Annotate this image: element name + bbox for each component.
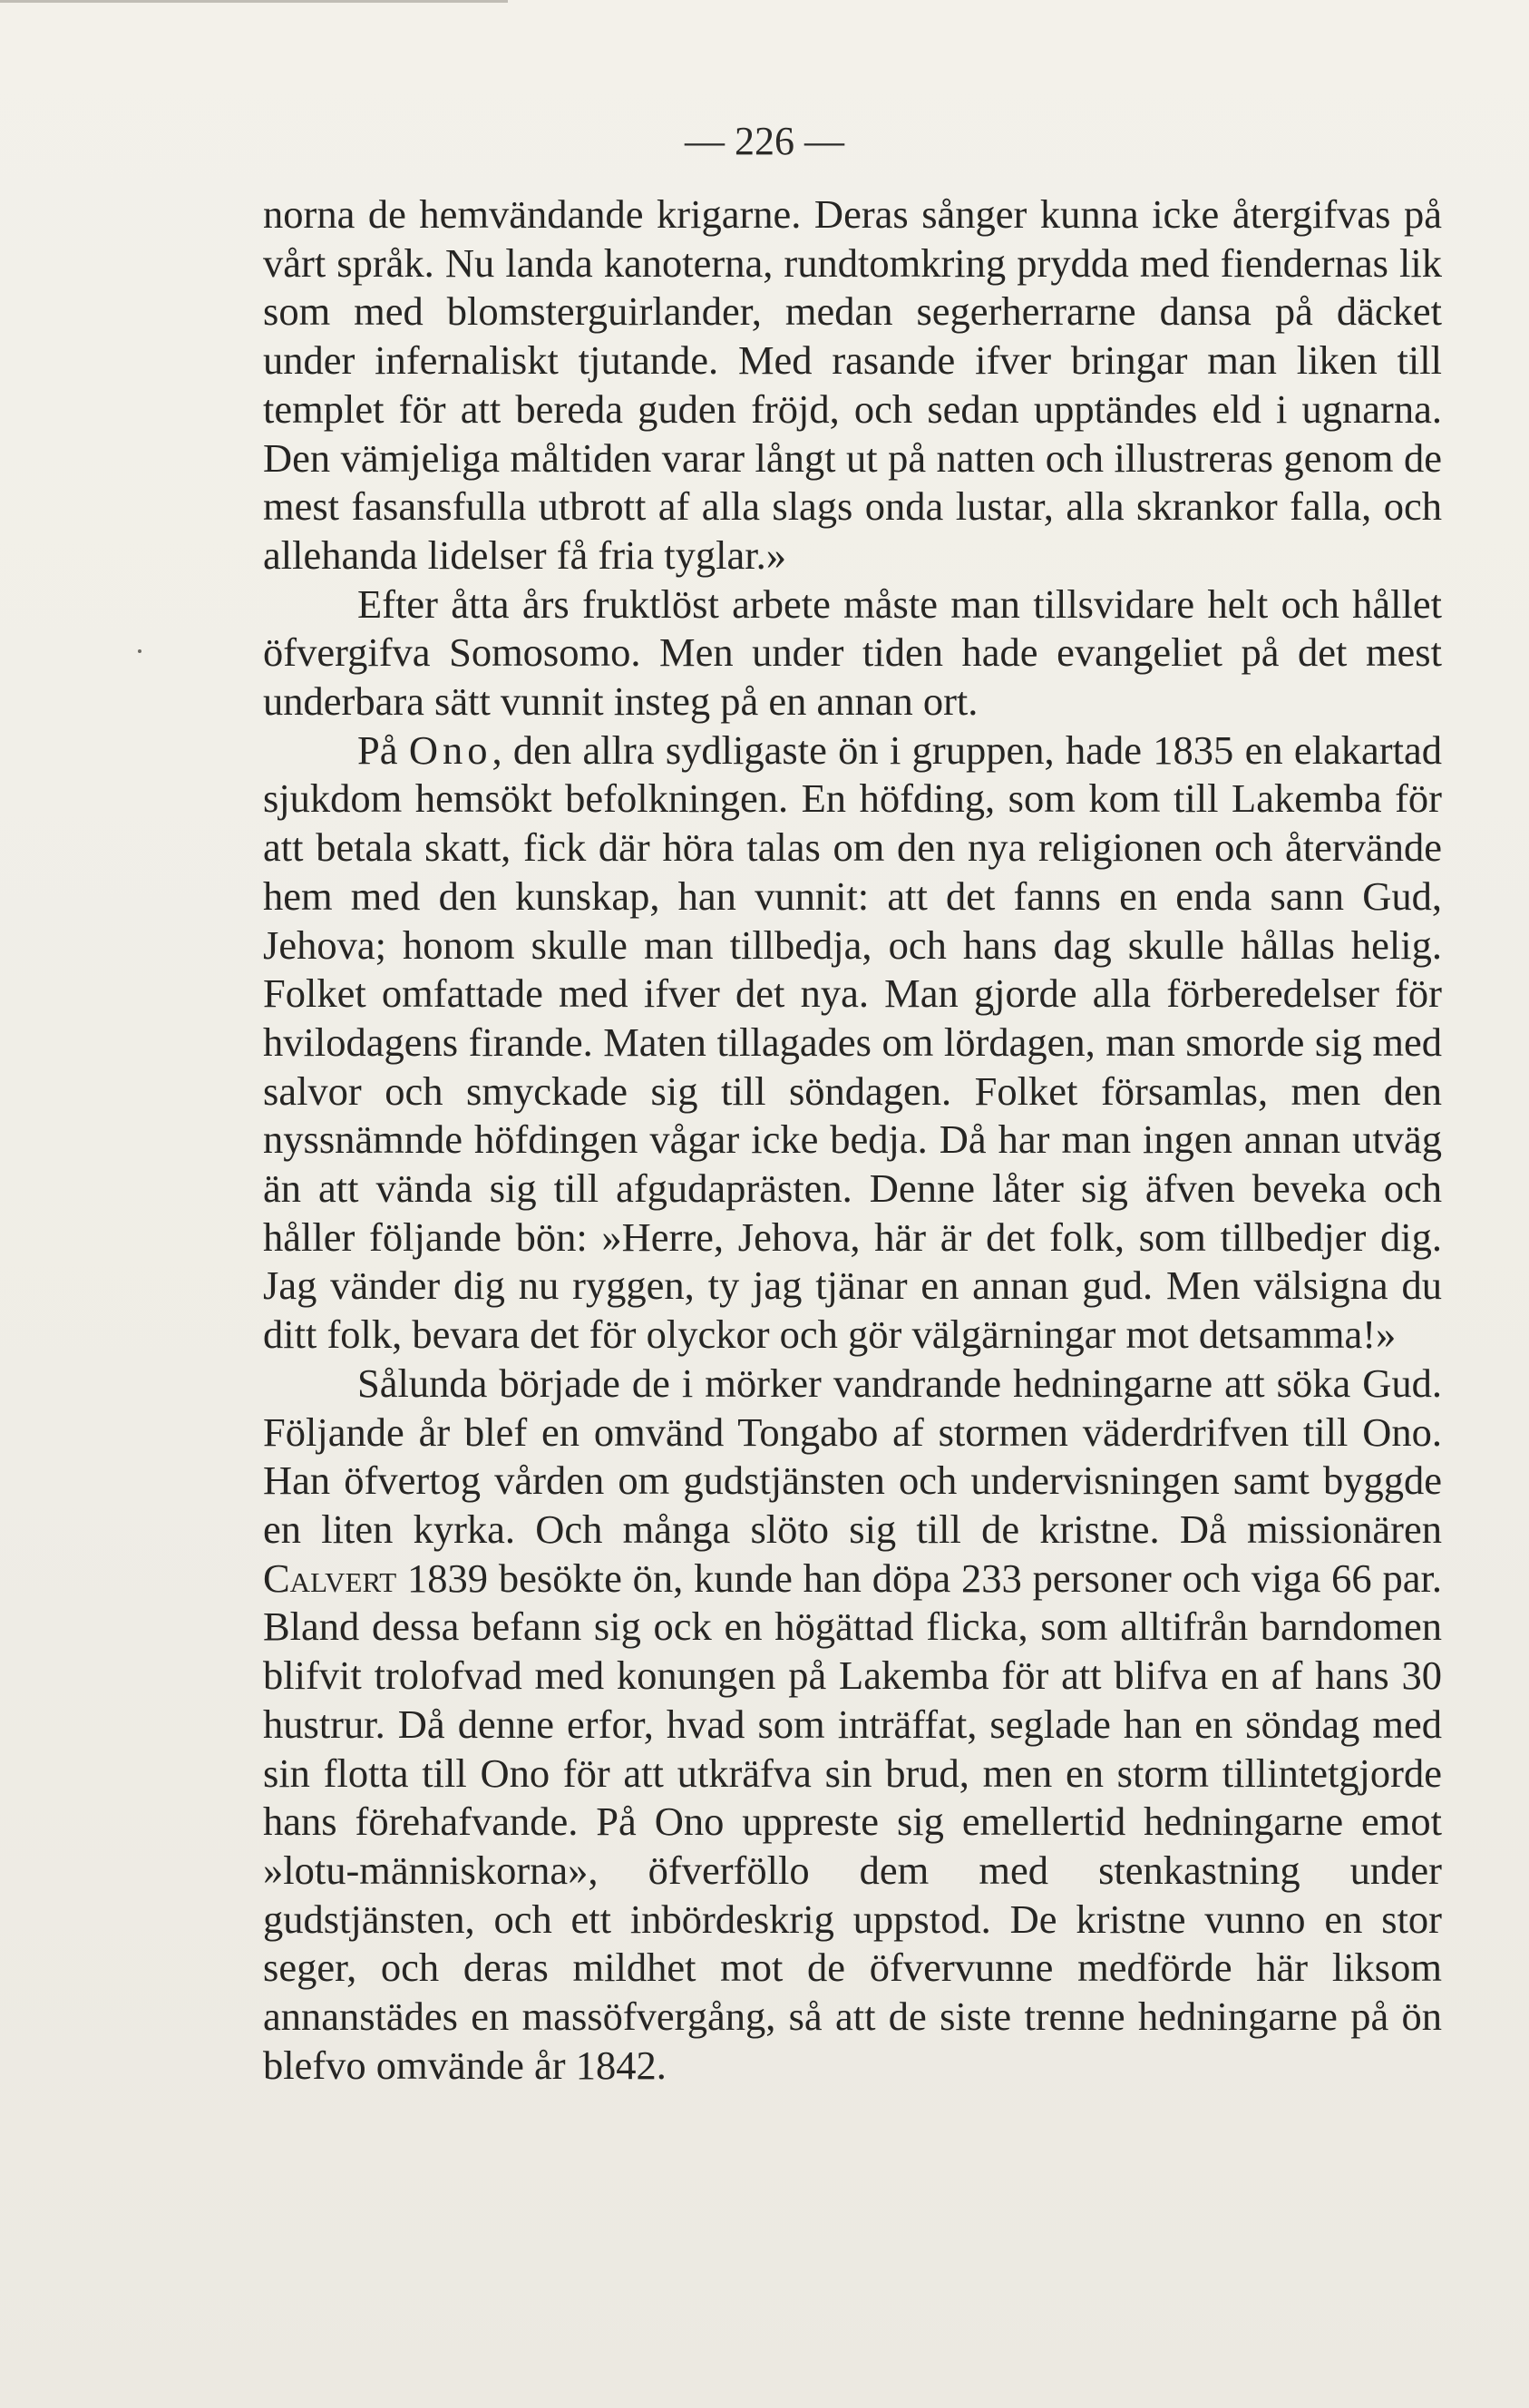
scan-edge [0,0,508,3]
paragraph-3-lead: På [357,726,409,773]
paragraph-3 [263,726,1442,1360]
paragraph-1 [263,190,1442,580]
margin-speck [138,649,141,653]
paragraph-2-text: Efter åtta års fruktlöst arbete måste man tillsvidare helt och hållet öfvergifva Somosomo. Men under tiden hade evangeliet på det mest underbara sätt vunnit insteg på en annan ort. [263,580,1442,725]
paragraph-3-text: , den allra sydligaste ön i gruppen, hade 1835 en elakartad sjukdom hemsökt befolkningen. En höfding, som kom till Lakemba för att betala skatt, fick där höra talas om den nya religionen och återvände hem med den kunskap, han vunnit: att det fanns en enda sann Gud, Jehova; honom skulle man tillbedja, och hans dag skulle hållas helig. Folket omfattade med ifver det nya. Man gjorde alla förberedelser för hvilodagens firande. Maten tillagades om lördagen, man smorde sig med salvor och smyckade sig till söndagen. Folket församlas, men den nyssnämnde höfdingen vågar icke bedja. Då har man ingen annan utväg än att vända sig till afgudaprästen. Denne låter sig äfven beveka och håller följande bön: »Herre, Jehova, här är det folk, som tillbedjer dig. Jag vänder dig nu ryggen, ty jag tjänar en annan gud. Men välsigna du ditt folk, bevara det för olyckor och gör välgärningar mot detsamma!» [263,726,1442,1358]
place-name-ono: Ono [408,726,492,773]
page-number: — 226 — [685,119,844,163]
paragraph-1-text: norna de hemvändande krigarne. Deras sånger kunna icke återgifvas på vårt språk. Nu landa kanoterna, rundtomkring prydda med fiendernas lik som med blomsterguirlander, medan segerherrarne dansa på däcket under infernaliskt tjutande. Med rasande ifver bringar man liken till templet för att bereda guden fröjd, och sedan upptändes eld i ugnarna. Den vämjeliga måltiden varar långt ut på natten och illustreras genom de mest fasansfulla utbrott af alla slags onda lustar, alla skrankor falla, och allehanda lidelser få fria tyglar.» [263,191,1442,578]
paragraph-4 [263,1360,1442,2091]
person-name-calvert: Calvert [263,1555,397,1601]
paragraph-4-lead: Sålunda började de i mörker vandrande hedningarne att söka Gud. Följande år blef en omvänd Tongabo af stormen väderdrifven till Ono. Han öfvertog vården om gudstjänsten och undervisningen samt byggde en liten kyrka. Och många slöto sig till de kristne. Då missionären [263,1360,1442,1552]
paragraph-2 [263,580,1442,726]
body-text [263,190,1442,2090]
paragraph-4-text: 1839 besökte ön, kunde han döpa 233 personer och viga 66 par. Bland dessa befann sig ock en högättad flicka, som alltifrån barndomen blifvit trolofvad med konungen på Lakemba för att blifva en af hans 30 hustrur. Då denne erfor, hvad som inträffat, seglade han en söndag med sin flotta till Ono för att utkräfva sin brud, men en storm tillintetgjorde hans förehafvande. På Ono uppreste sig emellertid hedningarne emot »lotu-människorna», öfverföllo dem med stenkastning under gudstjänsten, och ett inbördeskrig uppstod. De kristne vunno en stor seger, och deras mildhet mot de öfvervunne medförde här liksom annanstädes en massöfvergång, så att de siste trenne hedningarne på ön blefvo omvände år 1842. [263,1555,1442,2088]
